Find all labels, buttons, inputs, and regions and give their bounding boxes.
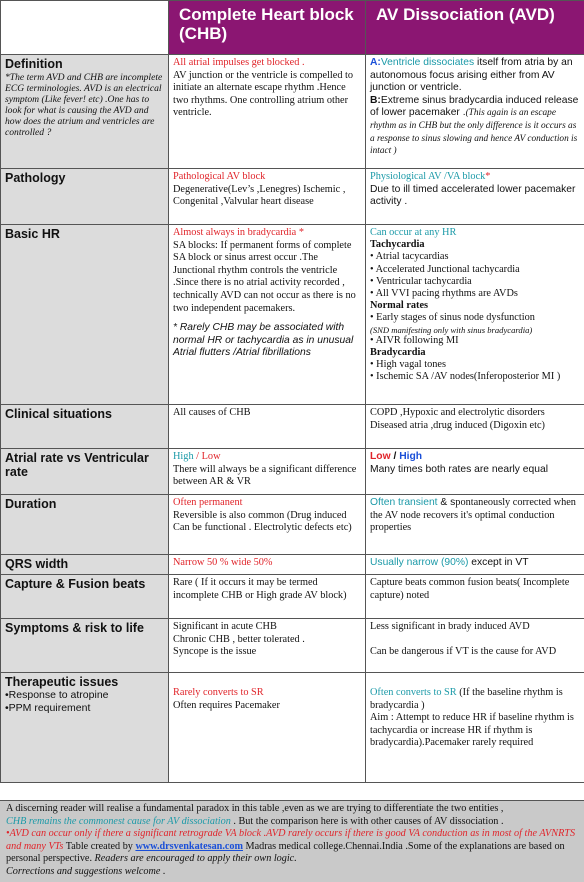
symptoms-chb-line2: Chronic CHB , better tolerated .	[173, 633, 305, 645]
cell-pathology-avd	[366, 169, 584, 225]
therapeutic-chb-highlight: Rarely converts to SR	[173, 687, 264, 698]
cell-pathology-chb	[169, 169, 366, 225]
definition-avd-b-text: Extreme sinus bradycardia induced release of lower pacemaker .	[370, 94, 579, 119]
cell-therapeutic-avd	[366, 673, 584, 783]
row-label-qrs: QRS width	[1, 555, 169, 575]
pathology-avd-star: *	[485, 171, 491, 182]
definition-note: *The term AVD and CHB are incomplete ECG terminologies. AVD is an electrical symptom (Like fever! etc) .One has to look for what is causing the AVD and how does the atrium and ventricles are controlled ?	[5, 72, 163, 138]
brady-title: Bradycardia	[370, 346, 426, 358]
footer-line4-italic: Readers are encouraged to apply their own logic.	[94, 853, 297, 865]
footer-line1: A discerning reader will realise a fundamental paradox in this table ,even as we are trying to differentiate the two entities ,	[6, 803, 504, 814]
row-label-therapeutic	[1, 673, 169, 783]
table-header-row	[1, 1, 584, 55]
cell-definition-chb	[169, 55, 366, 169]
symptoms-chb-line1: Significant in acute CHB	[173, 621, 277, 632]
list-item: • High vagal tones	[370, 359, 446, 371]
footer-note	[0, 800, 584, 882]
therapeutic-sub2: •PPM requirement	[5, 702, 91, 714]
duration-avd-highlight: Often transient	[370, 497, 438, 508]
row-pathology	[1, 169, 584, 225]
therapeutic-avd-text: (If the baseline rhythm is bradycardia )	[370, 687, 563, 711]
cell-duration-avd	[366, 495, 584, 555]
cell-rates-avd	[366, 449, 584, 495]
therapeutic-chb-text: Often requires Pacemaker	[173, 699, 280, 711]
pathology-avd-text: Due to ill timed accelerated lower pacemaker activity .	[370, 183, 576, 208]
cell-rates-chb	[169, 449, 366, 495]
basic-hr-avd-highlight: Can occur at any HR	[370, 227, 457, 238]
footer-line5: Corrections and suggestions welcome .	[6, 865, 166, 877]
row-clinical	[1, 405, 584, 449]
header-chb: Complete Heart block (CHB)	[169, 1, 366, 55]
header-blank-cell	[1, 1, 169, 55]
cell-qrs-avd	[366, 555, 584, 575]
cell-qrs-chb: Narrow 50 % wide 50%	[169, 555, 366, 575]
row-label-clinical: Clinical situations	[1, 405, 169, 449]
cell-capture-chb: Rare ( If it occurs it may be termed incomplete CHB or High grade AV block)	[169, 575, 366, 619]
footer-institution: Madras medical college.Chennai.India	[242, 840, 403, 852]
row-qrs	[1, 555, 584, 575]
row-label-definition	[1, 55, 169, 169]
therapeutic-avd-highlight: Often converts to SR	[370, 687, 457, 698]
label-definition: Definition	[5, 57, 63, 71]
row-rates	[1, 449, 584, 495]
symptoms-avd-line2: Can be dangerous if VT is the cause for AVD	[370, 645, 557, 657]
duration-chb-highlight: Often permanent	[173, 497, 243, 508]
pathology-avd-highlight: Physiological AV /VA block	[370, 171, 486, 182]
rates-avd-sep: /	[390, 451, 400, 462]
cell-clinical-avd: COPD ,Hypoxic and electrolytic disorders Diseased atria ,drug induced (Digoxin etc)	[366, 405, 584, 449]
footer-credit: Table created by	[63, 840, 136, 852]
footer-highlight: CHB remains the commonest cause for AV dissociation	[6, 815, 231, 827]
list-item: • AIVR following MI	[370, 334, 459, 346]
basic-hr-chb-note: * Rarely CHB may be associated with normal HR or tachycardia as in unusual Atrial flutters /Atrial fibrillations	[173, 322, 354, 359]
list-item: • All VVI pacing rhythms are AVDs	[370, 288, 518, 300]
footer-red-note: •AVD can occur only if there a significant retrograde VA block .AVD rarely occurs if there is good VA conduction as in most of the AVNRTS and many VTs	[6, 828, 576, 852]
cell-definition-avd	[366, 55, 584, 169]
rates-chb-high: High	[173, 451, 194, 462]
definition-avd-a-prefix: A:	[370, 57, 381, 68]
cell-symptoms-avd	[366, 619, 584, 673]
definition-avd-a-text: itself from atria by an autonomous focus arising either from AV junction or ventricle.	[370, 57, 573, 94]
definition-avd-a-highlight: Ventricle dissociates	[380, 57, 475, 68]
pathology-chb-text: Degenerative(Lev’s ,Lenegres) Ischemic , Congenital ,Valvular heart disease	[173, 183, 346, 208]
row-duration	[1, 495, 584, 555]
list-item: • Ventricular tachycardia	[370, 275, 472, 287]
duration-chb-text: Reversible is also common (Drug induced Can be functional . Electrolytic defects etc)	[173, 509, 352, 534]
row-label-capture: Capture & Fusion beats	[1, 575, 169, 619]
rates-avd-high: High	[399, 451, 423, 462]
row-label-duration: Duration	[1, 495, 169, 555]
footer-line4: .Some of the explanations are based on personal perspective.	[6, 840, 565, 865]
cell-duration-chb	[169, 495, 366, 555]
tachy-title: Tachycardia	[370, 239, 425, 251]
row-definition	[1, 55, 584, 169]
rates-chb-sep: /	[193, 451, 202, 462]
list-item: • Early stages of sinus node dysfunction	[370, 312, 535, 324]
cell-basic-hr-chb	[169, 225, 366, 405]
normal-title: Normal rates	[370, 300, 429, 312]
symptoms-chb-line3: Syncope is the issue	[173, 646, 257, 658]
website-link[interactable]: www.drsvenkatesan.com	[135, 840, 243, 852]
cell-capture-avd: Capture beats common fusion beats( Incomplete capture) noted	[366, 575, 584, 619]
basic-hr-chb-highlight: Almost always in bradycardia *	[173, 227, 304, 238]
row-therapeutic	[1, 673, 584, 783]
rates-avd-low: Low	[370, 451, 391, 462]
duration-avd-text: pontaneously corrected when the AV node recovers it's optimal conduction properties	[370, 497, 576, 534]
definition-chb-text: AV junction or the ventricle is compelled to initiate an alternate escape rhythm .Hence two rhythms. One controlling atrium other ventricle.	[173, 69, 354, 119]
rates-avd-text: Many times both rates are nearly equal	[370, 463, 548, 475]
row-label-pathology: Pathology	[1, 169, 169, 225]
definition-chb-highlight: All atrial impulses get blocked .	[173, 57, 305, 68]
row-basic-hr	[1, 225, 584, 405]
definition-avd-b-prefix: B:	[370, 94, 381, 106]
rates-chb-low: Low	[201, 451, 221, 462]
cell-clinical-chb: All causes of CHB	[169, 405, 366, 449]
row-label-symptoms: Symptoms & risk to life	[1, 619, 169, 673]
qrs-avd-highlight: Usually narrow (90%)	[370, 557, 469, 568]
list-item: • Ischemic SA /AV nodes(Inferoposterior MI )	[370, 371, 561, 383]
row-label-basic-hr: Basic HR	[1, 225, 169, 405]
row-label-rates: Atrial rate vs Ventricular rate	[1, 449, 169, 495]
cell-symptoms-chb	[169, 619, 366, 673]
footer-line2: . But the comparison here is with other causes of AV dissociation .	[230, 815, 504, 827]
symptoms-avd-line1: Less significant in brady induced AVD	[370, 621, 530, 632]
therapeutic-sub1: •Response to atropine	[5, 689, 109, 701]
normal-note: (SND manifesting only with sinus bradycardia)	[370, 324, 533, 335]
cell-therapeutic-chb	[169, 673, 366, 783]
therapeutic-avd-aim: Aim : Attempt to reduce HR if baseline rhythm is tachycardia or increase HR if rhythm is bradycardia).Pacemaker rarely required	[370, 712, 574, 749]
cell-basic-hr-avd	[366, 225, 584, 405]
list-item: • Accelerated Junctional tachycardia	[370, 263, 520, 275]
header-avd: AV Dissociation (AVD)	[366, 1, 584, 55]
rates-chb-text: There will always be a significant difference between AR & VR	[173, 463, 357, 488]
basic-hr-chb-text: SA blocks: If permanent forms of complete SA block or sinus arrest occur .The Junctional rhythm controls the ventricle .Since there is no atrial activity recorded , technically AVD can not occur as there is no two independent pacemakers.	[173, 239, 356, 314]
pathology-chb-highlight: Pathological AV block	[173, 171, 266, 182]
row-symptoms	[1, 619, 584, 673]
qrs-avd-text: except in VT	[468, 557, 529, 568]
duration-avd-amp: & s	[437, 497, 456, 508]
label-therapeutic: Therapeutic issues	[5, 675, 119, 689]
row-capture	[1, 575, 584, 619]
definition-avd-b-note: (This again is an escape rhythm as in CHB but the only difference is it occurs as a response to sinus slowing and hence AV conduction is intact )	[370, 108, 578, 157]
list-item: • Atrial tacycardias	[370, 251, 449, 263]
